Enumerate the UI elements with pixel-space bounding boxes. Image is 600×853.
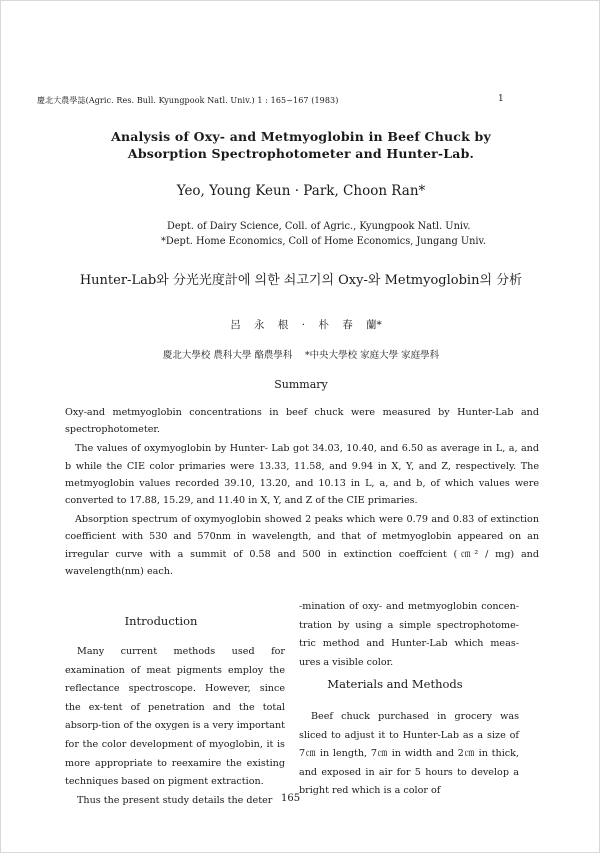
summary-heading: Summary <box>274 378 328 391</box>
materials-methods-heading: Materials and Methods <box>327 677 463 691</box>
summary-paragraph: Absorption spectrum of oxymyoglobin showed 2 peaks which were 0.79 and 0.83 of extinction coefficient with 530 and 570nm in wavelength, and that of metmyoglobin appeared on an irregular curve with a summit of 0.58 and 500 in extinction coeffcient (㎝² / mg) and wavelength(nm) each. <box>65 514 539 577</box>
body-paragraph: -mination of oxy- and metmyoglobin concen-tration by using a simple spectrophotome-tric method and Hunter-Lab which meas-ures a visible color. <box>299 601 519 668</box>
affiliation-1: Dept. of Dairy Science, Coll. of Agric., Kyungpook Natl. Univ. <box>167 221 471 232</box>
affiliation-2: *Dept. Home Economics, Coll of Home Economics, Jungang Univ. <box>161 236 487 247</box>
body-paragraph: Beef chuck purchased in grocery was sliced to adjust it to Hunter-Lab as a size of 7㎝ in length, 7㎝ in width and 2㎝ in thick, and exposed in air for 5 hours to develop a bright red which is a color of <box>299 711 519 797</box>
page-number-top: 1 <box>498 94 504 104</box>
left-column-body <box>65 643 285 810</box>
title-line-1: Analysis of Oxy- and Metmyoglobin in Beef Chuck by <box>111 129 491 144</box>
summary-body <box>65 404 539 582</box>
summary-paragraph: Oxy-and metmyoglobin concentrations in beef chuck were measured by Hunter-Lab and spectrophotometer. <box>65 407 539 436</box>
introduction-heading: Introduction <box>124 614 198 628</box>
page-number-bottom: 165 <box>281 793 301 804</box>
journal-header: 慶北大農學誌(Agric. Res. Bull. Kyungpook Natl. Univ.) 1 : 165~167 (1983) <box>37 96 339 105</box>
korean-authors: 呂 永 根 · 朴 春 蘭* <box>230 319 382 331</box>
body-paragraph: Thus the present study details the deter <box>77 794 273 806</box>
title-line-2: Absorption Spectrophotometer and Hunter-Lab. <box>127 146 475 161</box>
korean-title: Hunter-Lab와 分光光度計에 의한 쇠고기의 Oxy-와 Metmyoglobin의 分析 <box>79 273 523 288</box>
right-column-body <box>299 708 519 801</box>
authors: Yeo, Young Keun · Park, Choon Ran* <box>176 183 426 199</box>
body-paragraph: Many current methods used for examination of meat pigments employ the reflectance spectroscope. However, since the ex-tent of penetration and the total absorp-tion of the oxygen is a very important for the color development of myoglobin, it is more appropriate to reexamire the existing techniques based on pigment extraction. <box>65 646 285 788</box>
summary-paragraph: The values of oxymyoglobin by Hunter- Lab got 34.03, 10.40, and 6.50 as average in L, a, and b while the CIE color primaries were 13.33, 11.58, and 9.94 in X, Y, and Z, respectively. The metmyoglobin values recorded 39.10, 13.20, and 10.13 in L, a, and b, of which values were converted to 17.88, 15.29, and 11.40 in X, Y, and Z of the CIE primaries. <box>65 443 539 507</box>
korean-affiliations: 慶北大學校 農科大學 酪農學科 *中央大學校 家庭大學 家庭學科 <box>162 350 440 361</box>
right-column-continuation <box>299 598 519 672</box>
